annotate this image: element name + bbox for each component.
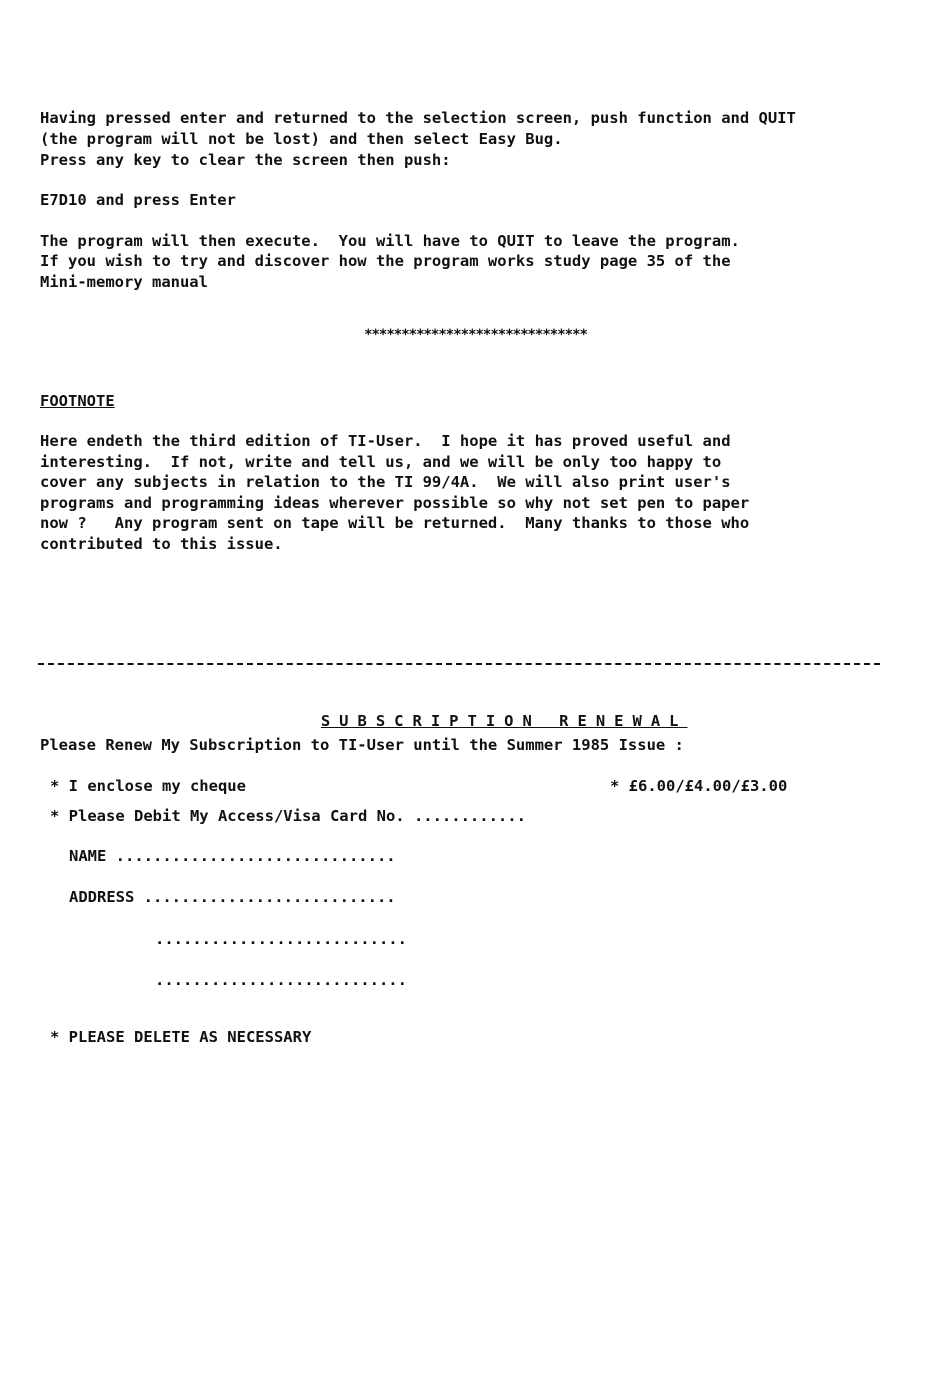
dashed-divider [38,663,880,665]
address-line-3: ........................... [155,971,407,989]
card-debit-option: * Please Debit My Access/Visa Card No. ............ [50,807,526,825]
cheque-option: * I enclose my cheque [50,777,246,795]
execute-line-2: If you wish to try and discover how the program works study page 35 of the [40,252,731,270]
delete-note: * PLEASE DELETE AS NECESSARY [50,1028,312,1046]
intro-line-2: (the program will not be lost) and then select Easy Bug. [40,130,563,148]
footnote-line-5: now ? Any program sent on tape will be returned. Many thanks to those who [40,514,750,532]
price-options: * £6.00/£4.00/£3.00 [610,777,788,795]
name-field: NAME .............................. [69,847,396,865]
star-separator: ****************************** [364,327,587,343]
subscription-title-text: SUBSCRIPTION RENEWAL [320,712,688,730]
address-field: ADDRESS ........................... [69,888,396,906]
footnote-line-2: interesting. If not, write and tell us, and we will be only too happy to [40,453,722,471]
footnote-line-6: contributed to this issue. [40,535,283,553]
footnote-heading: FOOTNOTE [40,392,115,410]
footnote-line-4: programs and programming ideas wherever possible so why not set pen to paper [40,494,750,512]
execute-line-1: The program will then execute. You will have to QUIT to leave the program. [40,232,740,250]
intro-line-1: Having pressed enter and returned to the selection screen, push function and QUIT [40,109,796,127]
intro-line-3: Press any key to clear the screen then push: [40,151,451,169]
footnote-line-1: Here endeth the third edition of TI-User. I hope it has proved useful and [40,432,731,450]
footnote-line-3: cover any subjects in relation to the TI 99/4A. We will also print user's [40,473,731,491]
command-line: E7D10 and press Enter [40,191,236,209]
subscription-request: Please Renew My Subscription to TI-User until the Summer 1985 Issue : [40,736,684,754]
address-line-2: ........................... [155,930,407,948]
execute-line-3: Mini-memory manual [40,273,208,291]
